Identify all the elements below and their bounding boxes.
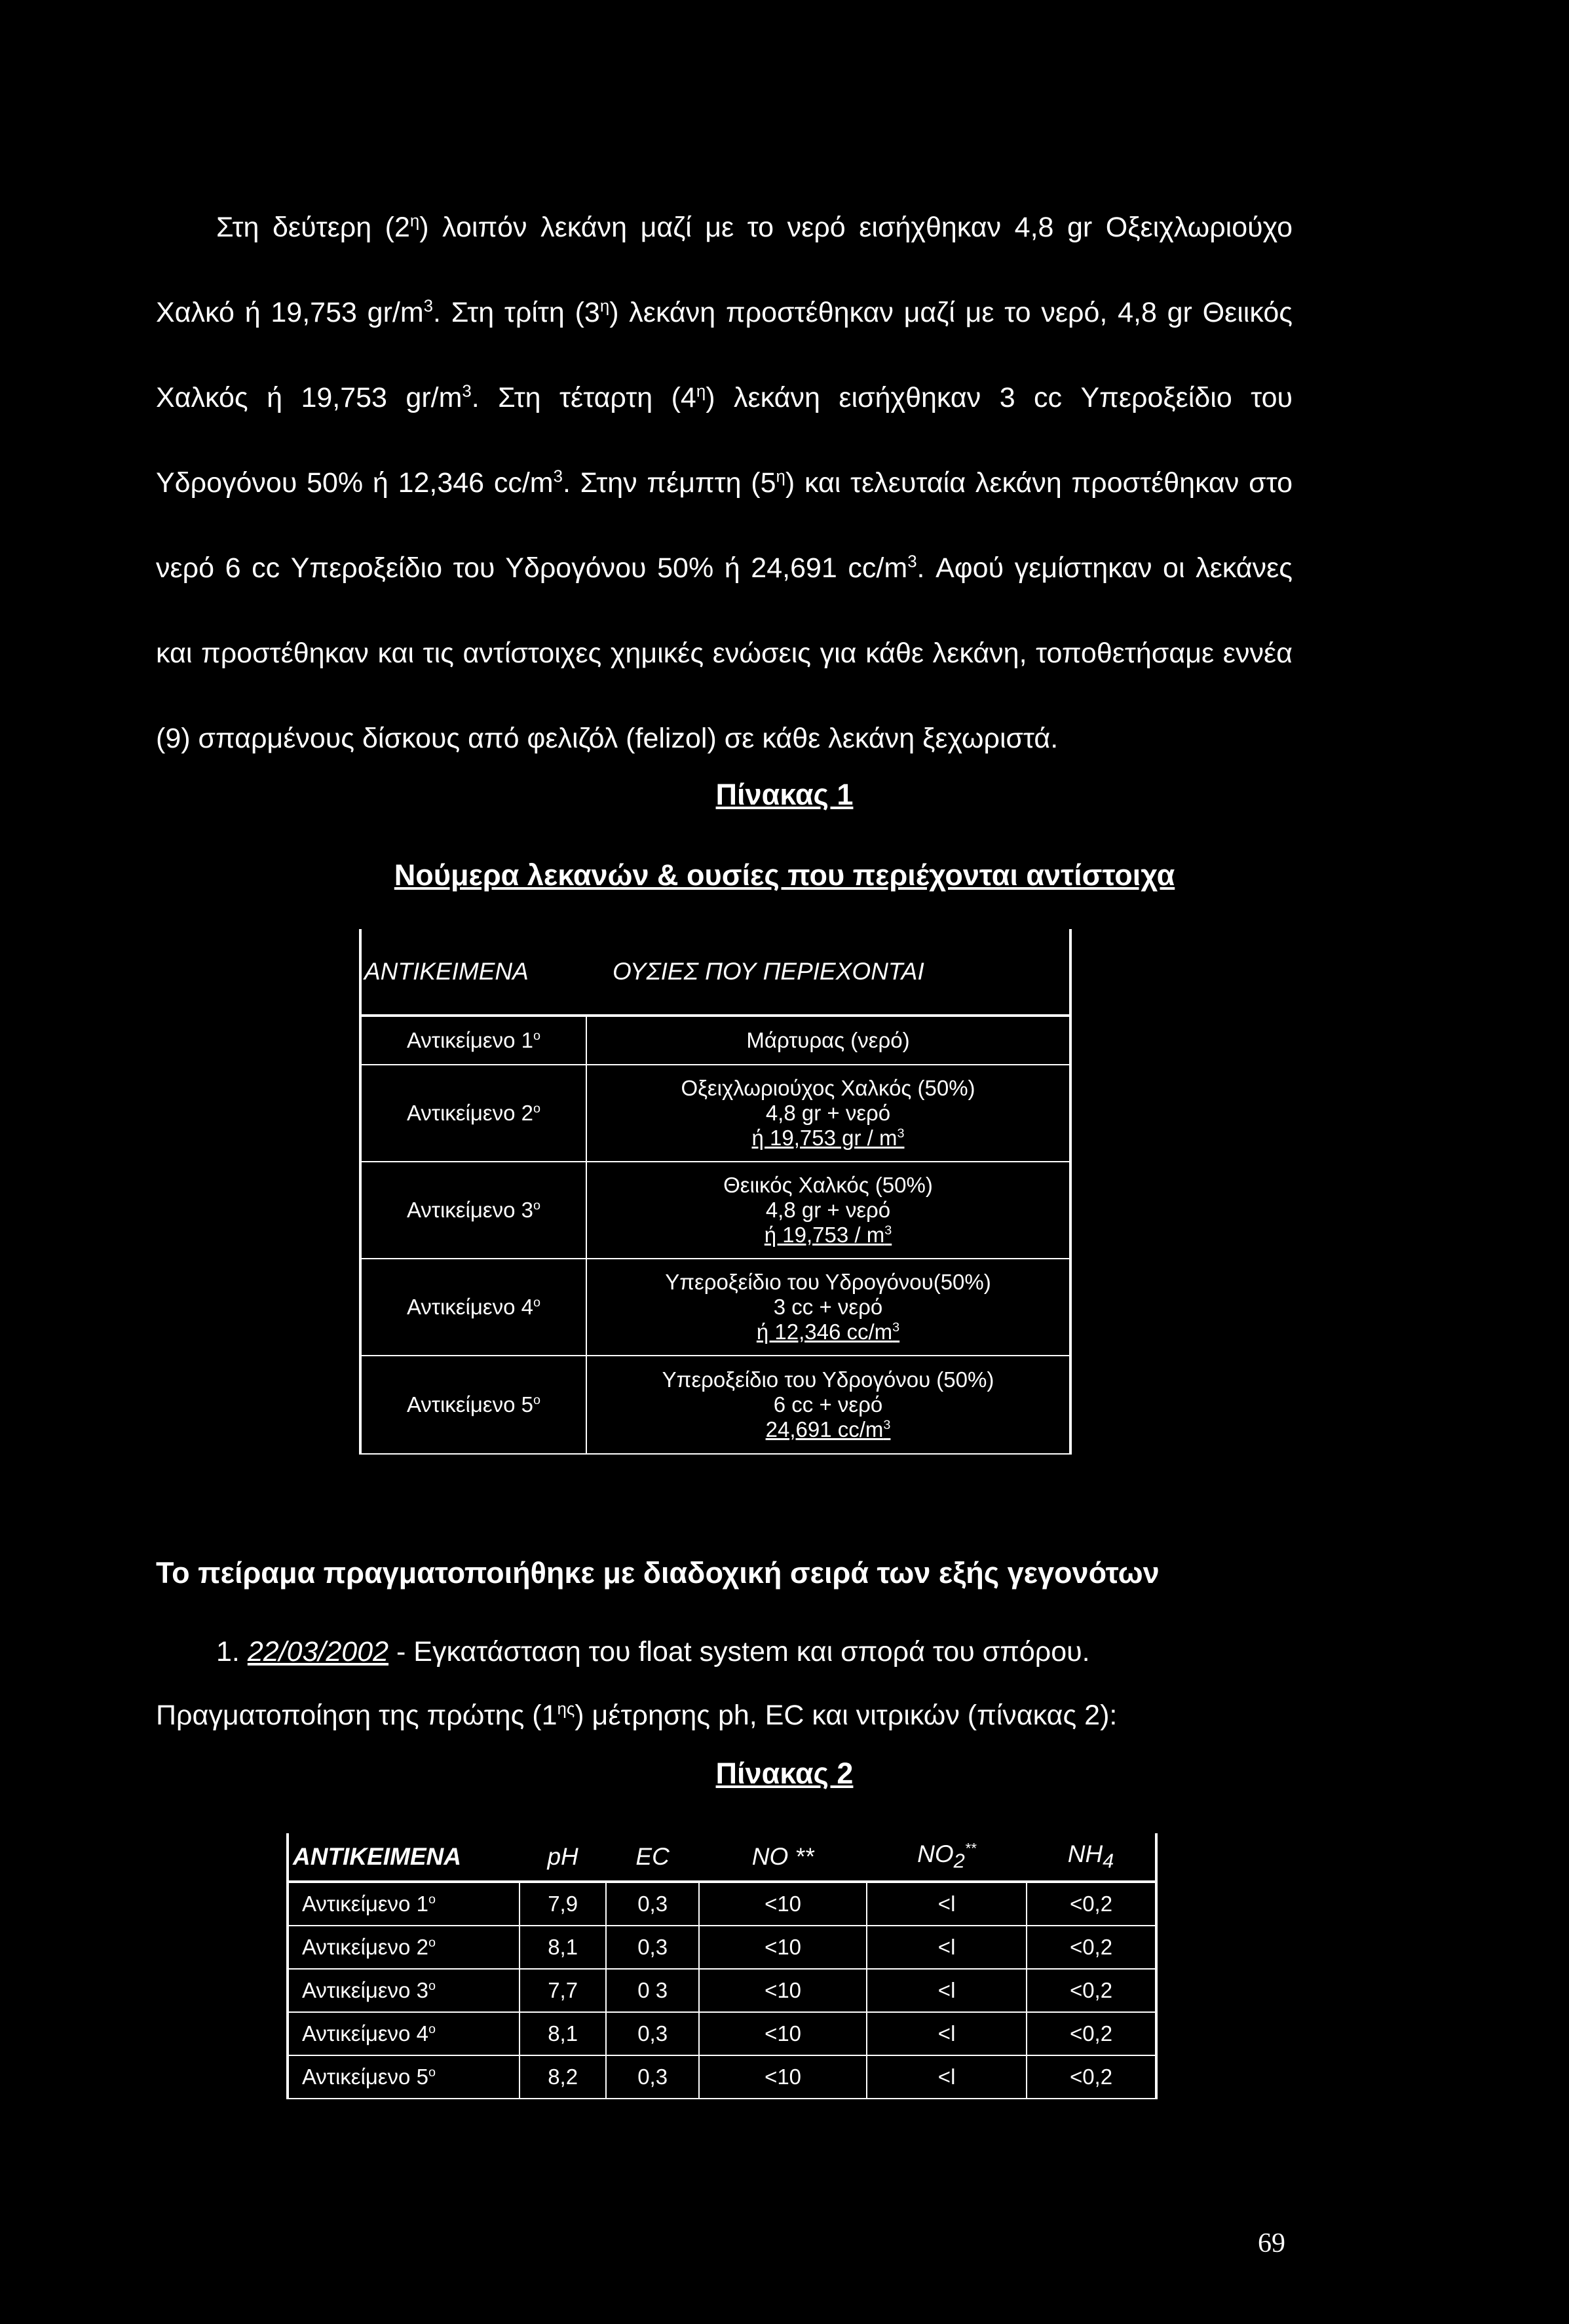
sub: 4: [1103, 1849, 1114, 1873]
table2-caption: Πίνακας 2: [715, 1757, 854, 1790]
nh4-cell: <0,2: [1027, 2012, 1156, 2055]
table1-caption: Πίνακας 1: [715, 778, 854, 811]
table1-subtitle: Νούμερα λεκανών & ουσίες που περιέχονται αντίστοιχα: [394, 858, 1175, 892]
table-row: [360, 1356, 1070, 1454]
sup: η: [409, 212, 420, 231]
no2-cell: <l: [867, 1926, 1027, 1969]
cell-line: 4,8 gr + νερό: [765, 1198, 891, 1222]
cell-text: ή 12,346 cc/m: [756, 1320, 893, 1344]
substance-cell: [586, 1259, 1070, 1356]
col-header: [867, 1833, 1027, 1882]
cell-text: ή 19,753 / m: [764, 1223, 885, 1247]
cell-line: Θειικός Χαλκός (50%): [723, 1173, 933, 1197]
substance-cell: [586, 1162, 1070, 1259]
object-cell: [288, 2012, 520, 2055]
text-fragment: ) μέτρησης ph, EC και νιτρικών (πίνακας 2):: [575, 1700, 1118, 1731]
measurement-line: [156, 1700, 1117, 1732]
body-paragraph: [156, 185, 1293, 781]
ph-cell: 8,1: [520, 1926, 606, 1969]
no-cell: <10: [699, 2055, 867, 2099]
object-cell: [360, 1356, 586, 1454]
item-text: - Εγκατάσταση του float system και σπορά του σπόρου.: [388, 1636, 1090, 1667]
cell-text: Αντικείμενο 2: [302, 1935, 428, 1959]
text-fragment: . Αφού γεμίστηκαν οι λεκάνες και προστέθηκαν και τις αντίστοιχες χημικές ενώσεις για κάθε λεκάνη, τοποθετήσαμε εννέα (9) σπαρμένους δίσκους από φελιζόλ (felizol) σε κάθε λεκάνη ξεχωριστά.: [156, 552, 1293, 754]
object-cell: [360, 1162, 586, 1259]
no-cell: <10: [699, 1926, 867, 1969]
col-header: [1027, 1833, 1156, 1882]
table-row: [288, 2055, 1156, 2099]
no-cell: <10: [699, 1969, 867, 2012]
col-header: ΑΝΤΙΚΕΙΜΕΝΑ: [288, 1833, 520, 1882]
cell-line: 6 cc + νερό: [773, 1392, 883, 1417]
col-header: ΑΝΤΙΚΕΙΜΕΝΑ: [360, 929, 586, 1016]
cell-text: Αντικείμενο 5: [302, 2065, 428, 2089]
no-cell: <10: [699, 2012, 867, 2055]
table-row: [288, 1882, 1156, 1926]
table-header-row: [360, 929, 1070, 1016]
nh4-cell: <0,2: [1027, 1926, 1156, 1969]
cell-text: Αντικείμενο 1: [407, 1028, 533, 1052]
object-cell: [288, 1969, 520, 2012]
ph-cell: 8,1: [520, 2012, 606, 2055]
table-row: [288, 1969, 1156, 2012]
object-cell: [360, 1016, 586, 1065]
cell-text: 24,691 cc/m: [765, 1417, 884, 1441]
item-number: 1.: [216, 1636, 240, 1667]
ec-cell: 0,3: [606, 1926, 699, 1969]
ec-cell: 0,3: [606, 2055, 699, 2099]
object-cell: [288, 1926, 520, 1969]
sup: 3: [883, 1418, 891, 1432]
nh4-cell: <0,2: [1027, 1969, 1156, 2012]
table-row: [288, 1926, 1156, 1969]
sup: 3: [423, 297, 434, 316]
sup: ο: [428, 1979, 436, 1993]
event-item-1: [216, 1636, 1090, 1668]
cell-line: Μάρτυρας (νερό): [746, 1028, 910, 1052]
cell-line: 4,8 gr + νερό: [765, 1101, 891, 1125]
cell-line: Υπεροξείδιο του Υδρογόνου (50%): [662, 1367, 994, 1392]
cell-text: ή 19,753 gr / m: [751, 1126, 898, 1150]
sup: 3: [892, 1320, 900, 1335]
section-heading: Το πείραμα πραγματοποιήθηκε με διαδοχική σειρά των εξής γεγονότων: [156, 1556, 1160, 1590]
ph-cell: 7,9: [520, 1882, 606, 1926]
col-header: ΟΥΣΙΕΣ ΠΟΥ ΠΕΡΙΕΧΟΝΤΑΙ: [586, 929, 1070, 1016]
cell-line: 3 cc + νερό: [773, 1295, 883, 1319]
sup: ο: [428, 2022, 436, 2036]
sup: 3: [897, 1126, 905, 1141]
cell-text: NH: [1067, 1840, 1103, 1868]
cell-line: [591, 1320, 1065, 1344]
table-header-row: [288, 1833, 1156, 1882]
substance-cell: [586, 1065, 1070, 1162]
sup: ης: [557, 1700, 575, 1719]
no2-cell: <l: [867, 1882, 1027, 1926]
table1: [359, 929, 1072, 1455]
sup: ο: [533, 1198, 540, 1213]
cell-text: NO: [917, 1840, 954, 1868]
text-fragment: . Στη τέταρτη (4: [471, 382, 696, 413]
cell-line: [591, 1417, 1065, 1442]
ec-cell: 0 3: [606, 1969, 699, 2012]
ph-cell: 7,7: [520, 1969, 606, 2012]
cell-line: Οξειχλωριούχος Χαλκός (50%): [681, 1076, 975, 1100]
sup: ο: [428, 1935, 436, 1950]
substance-cell: [586, 1016, 1070, 1065]
text-fragment: ) λεκάνη προστέθηκαν μαζί με το νερό, 4,8 gr Θειικός Χαλκός ή 19,753 gr/m: [156, 297, 1293, 413]
sup: ο: [533, 1295, 540, 1310]
cell-text: Αντικείμενο 1: [302, 1892, 428, 1916]
text-fragment: ) λοιπόν λεκάνη μαζί με το νερό εισήχθηκαν 4,8 gr Οξειχλωριούχο Χαλκό ή 19,753 gr/m: [156, 212, 1293, 328]
object-cell: [360, 1259, 586, 1356]
table-row: [360, 1259, 1070, 1356]
cell-line: [591, 1223, 1065, 1248]
item-date: 22/03/2002: [247, 1636, 389, 1667]
no-cell: <10: [699, 1882, 867, 1926]
table-row: [360, 1162, 1070, 1259]
text-fragment: ) και τελευταία λεκάνη προστέθηκαν στο νερό 6 cc Υπεροξείδιο του Υδρογόνου 50% ή 24,691 cc/m: [156, 467, 1293, 584]
text-fragment: Πραγματοποίηση της πρώτης (1: [156, 1700, 558, 1731]
cell-text: Αντικείμενο 4: [302, 2021, 428, 2046]
sup: 3: [462, 382, 472, 401]
cell-line: [591, 1126, 1065, 1151]
no2-cell: <l: [867, 2055, 1027, 2099]
cell-text: Αντικείμενο 5: [407, 1392, 533, 1417]
table-row: [360, 1065, 1070, 1162]
sup: ο: [428, 2065, 436, 2080]
cell-line: Υπεροξείδιο του Υδρογόνου(50%): [665, 1270, 991, 1294]
ec-cell: 0,3: [606, 1882, 699, 1926]
col-header: pH: [520, 1833, 606, 1882]
text-fragment: . Στην πέμπτη (5: [562, 467, 776, 499]
table-row: [360, 1016, 1070, 1065]
no2-cell: <l: [867, 2012, 1027, 2055]
sup: η: [776, 467, 785, 486]
text-fragment: ) λεκάνη εισήχθηκαν 3 cc Υπεροξείδιο του Υδρογόνου 50% ή 12,346 cc/m: [156, 382, 1293, 499]
table-row: [288, 2012, 1156, 2055]
table2: [286, 1833, 1158, 2099]
col-header: EC: [606, 1833, 699, 1882]
sup: ο: [428, 1892, 436, 1907]
sup: **: [964, 1840, 977, 1857]
cell-text: Αντικείμενο 4: [407, 1295, 533, 1319]
sup: 3: [553, 467, 563, 486]
sup: ο: [533, 1029, 540, 1043]
nh4-cell: <0,2: [1027, 2055, 1156, 2099]
cell-text: Αντικείμενο 2: [407, 1101, 533, 1125]
object-cell: [288, 2055, 520, 2099]
object-cell: [360, 1065, 586, 1162]
text-fragment: Στη δεύτερη (2: [216, 212, 410, 243]
nh4-cell: <0,2: [1027, 1882, 1156, 1926]
sup: η: [696, 382, 706, 401]
sub: 2: [953, 1849, 965, 1873]
no2-cell: <l: [867, 1969, 1027, 2012]
substance-cell: [586, 1356, 1070, 1454]
page-number: 69: [1258, 2228, 1285, 2258]
object-cell: [288, 1882, 520, 1926]
ec-cell: 0,3: [606, 2012, 699, 2055]
sup: ο: [533, 1393, 540, 1407]
cell-text: Αντικείμενο 3: [302, 1978, 428, 2002]
col-header: NO **: [699, 1833, 867, 1882]
sup: 3: [907, 552, 917, 571]
text-fragment: . Στη τρίτη (3: [433, 297, 600, 328]
cell-text: Αντικείμενο 3: [407, 1198, 533, 1222]
sup: η: [599, 297, 610, 316]
sup: 3: [884, 1223, 892, 1238]
sup: ο: [533, 1101, 540, 1116]
ph-cell: 8,2: [520, 2055, 606, 2099]
